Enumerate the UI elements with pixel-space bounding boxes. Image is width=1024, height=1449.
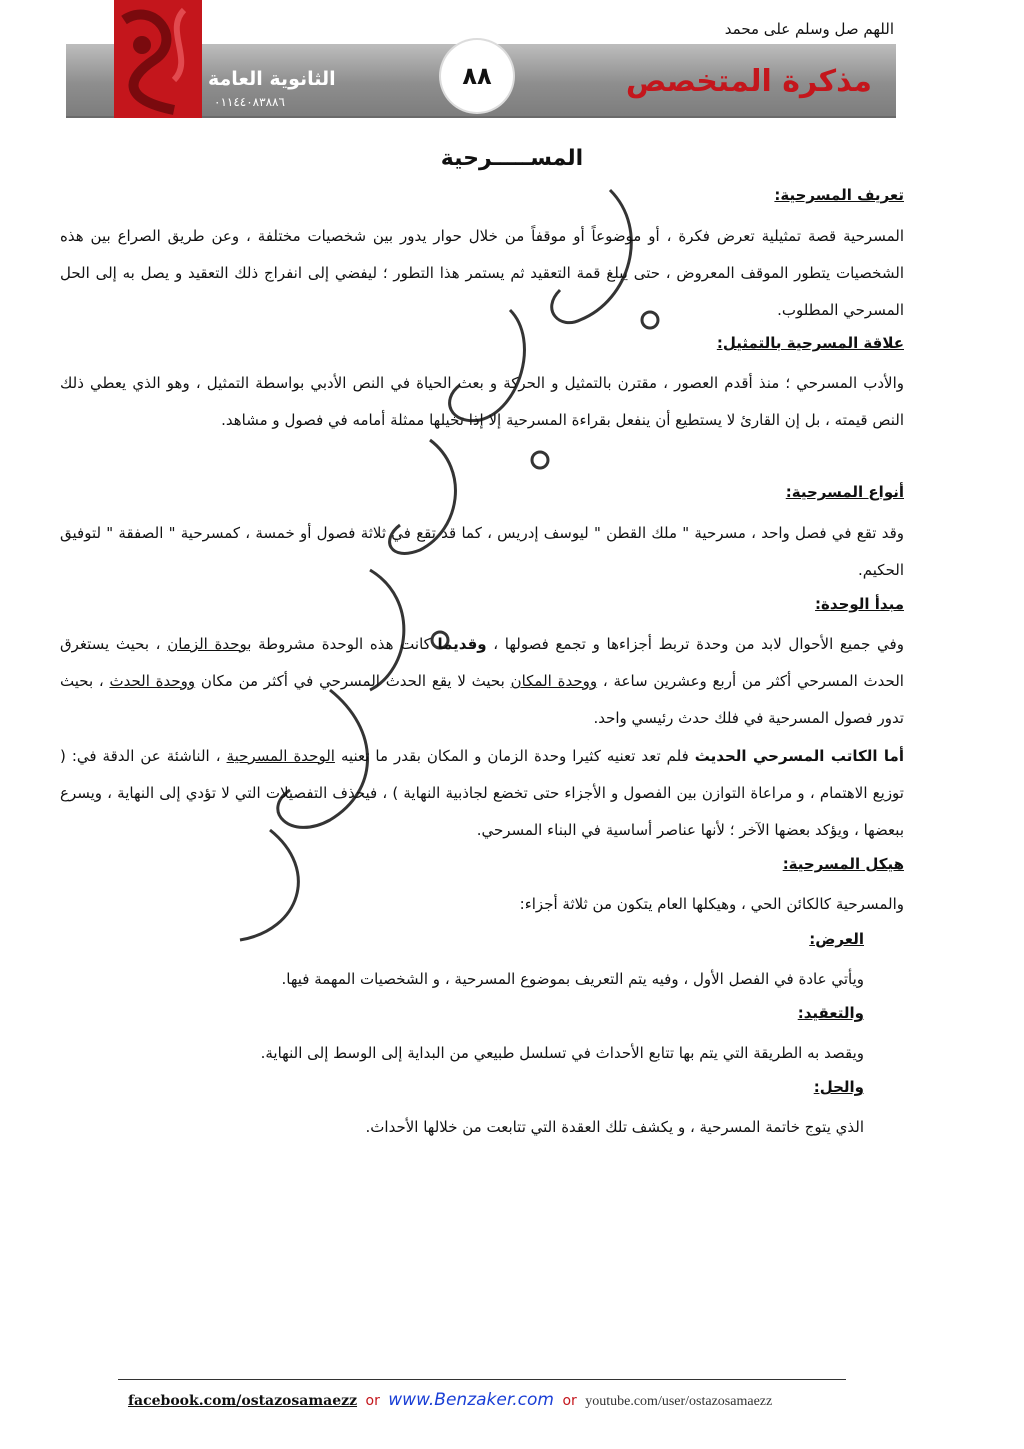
paragraph-complication: ويقصد به الطريقة التي يتم بها تتابع الأحداث في تسلسل طبيعي من البداية إلى الوسط إلى النهاية. (260, 1044, 864, 1062)
footer-or-1: or (365, 1393, 380, 1409)
paragraph-relation: والأدب المسرحي ؛ منذ أقدم العصور ، مقترن بالتمثيل و الحركة و بعث الحياة في النص الأدبي بواسطة التمثيل ، وهو الذي يعطي ذلك النص قيمته ، بل إن القارئ لا يستطيع أن ينفعل بقراءة المسرحية إلا إذا تخيلها ممثلة أمامه في فصول و مشاهد. (60, 374, 904, 429)
unity-text-1: وفي جميع الأحوال لابد من وحدة تربط أجزاءها و تجمع فصولها ، (493, 635, 904, 653)
heading-complication: والتعقيد: (797, 1004, 864, 1022)
paragraph-modern (60, 738, 904, 849)
unity-text-4: بحيث لا يقع الحدث المسرحي في أكثر من مكان (200, 672, 505, 690)
heading-unity: مبدأ الوحدة: (815, 595, 904, 613)
paragraph-unity (60, 626, 904, 737)
unity-text-3: ، بحيث يستغرق الحدث المسرحي أكثر من أربع وعشرين ساعة ، (60, 635, 904, 690)
page-number: ٨٨ (441, 40, 513, 112)
modern-text-2: ، الناشئة عن الدقة في: ( توزيع الاهتمام ، و مراعاة التوازن بين الفصول و الأجزاء حتى تخضع لجاذبية النهاية ) ، فيحذف التفصيلات التي لا تؤدي إلى النهاية ، ويسرع ببعضها ، ويؤكد بعضها الآخر ؛ لأنها عناصر أساسية في البناء المسرحي. (60, 747, 904, 839)
unity-time: بوحدة الزمان (167, 635, 252, 653)
heading-definition: تعريف المسرحية: (774, 186, 904, 204)
logo (114, 0, 202, 118)
facebook-link[interactable]: facebook.com/ostazosamaezz (128, 1393, 358, 1409)
page-title: المســـــرحية (440, 146, 584, 171)
paragraph-types: وقد تقع في فصل واحد ، مسرحية " ملك القطن " ليوسف إدريس ، كما قد تقع في ثلاثة فصول أو خمسة ، كمسرحية " الصفقة " لتوفيق الحكيم. (60, 524, 904, 579)
benzaker-link[interactable]: www.Benzaker.com (388, 1390, 554, 1410)
paragraph-resolution: الذي يتوج خاتمة المسرحية ، و يكشف تلك العقدة التي تتابعت من خلالها الأحداث. (365, 1118, 864, 1136)
youtube-link[interactable]: youtube.com/user/ostazosamaezz (585, 1394, 773, 1409)
heading-structure: هيكل المسرحية: (782, 855, 904, 873)
header-prayer: اللهم صل وسلم على محمد (724, 20, 894, 38)
unity-text-5: ، بحيث تدور فصول المسرحية في فلك حدث رئيسي واحد. (60, 672, 904, 727)
heading-exposition: العرض: (809, 930, 864, 948)
unity-event: ووحدة الحدث (109, 672, 196, 690)
modern-unity: الوحدة المسرحية (226, 747, 335, 765)
heading-types: أنواع المسرحية: (785, 483, 904, 501)
footer (128, 1390, 772, 1410)
heading-relation: علاقة المسرحية بالتمثيل: (716, 334, 904, 352)
footer-or-2: or (562, 1393, 577, 1409)
modern-bold: أما الكاتب المسرحي الحديث (694, 747, 904, 765)
paragraph-exposition: ويأتي عادة في الفصل الأول ، وفيه يتم التعريف بموضوع المسرحية ، و الشخصيات المهمة فيها. (281, 970, 864, 988)
paragraph-definition: المسرحية قصة تمثيلية تعرض فكرة ، أو موضوعاً أو موقفاً من خلال حوار يدور بين شخصيات مختلفة ، وعن طريق الصراع بين هذه الشخصيات يتطور الموقف المعروض ، حتى يبلغ قمة التعقيد ثم يستمر هذا التطور ؛ ليفضي إلى انفراج ذلك التعقيد و يصل به إلى الحل المسرحي المطلوب. (60, 227, 904, 319)
brand-title: مذكرة المتخصص (625, 64, 872, 99)
modern-text-1: فلم تعد تعنيه كثيرا وحدة الزمان و المكان بقدر ما تعنيه (340, 747, 689, 765)
footer-divider (118, 1379, 846, 1380)
banner-subtitle: الثانوية العامة (208, 68, 336, 90)
unity-text-2: كانت هذه الوحدة مشروطة (258, 635, 431, 653)
banner-phone: ٠١١٤٤٠٨٣٨٨٦ (214, 95, 285, 109)
heading-resolution: والحل: (813, 1078, 864, 1096)
paragraph-structure: والمسرحية كالكائن الحي ، وهيكلها العام يتكون من ثلاثة أجزاء: (519, 895, 904, 913)
unity-place: ووحدة المكان (510, 672, 598, 690)
unity-bold: وقديما (437, 635, 487, 653)
